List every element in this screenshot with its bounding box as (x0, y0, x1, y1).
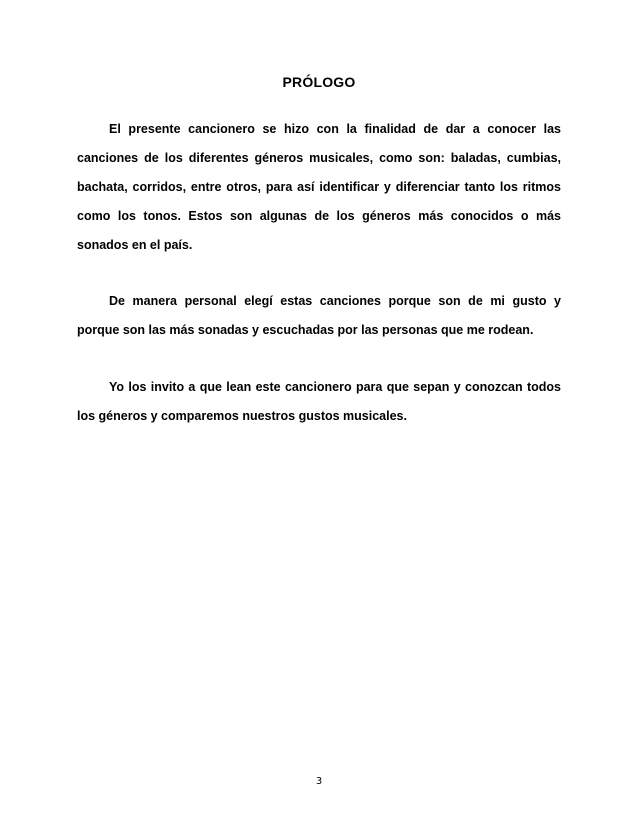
page-title: PRÓLOGO (282, 74, 356, 90)
paragraph-invitation: Yo los invito a que lean este cancionero para que sepan y conozcan todos los géneros y comparemos nuestros gustos musicales. (77, 380, 561, 423)
paragraph-personal: De manera personal elegí estas canciones porque son de mi gusto y porque son las más sonadas y escuchadas por las personas que me rodean. (77, 294, 561, 337)
page-number: 3 (315, 776, 323, 787)
paragraph-intro: El presente cancionero se hizo con la finalidad de dar a conocer las canciones de los diferentes géneros musicales, como son: baladas, cumbias, bachata, corridos, entre otros, para así identificar y diferenciar tanto los ritmos como los tonos. Estos son algunas de los géneros más conocidos o más sonados en el país. (77, 122, 561, 252)
